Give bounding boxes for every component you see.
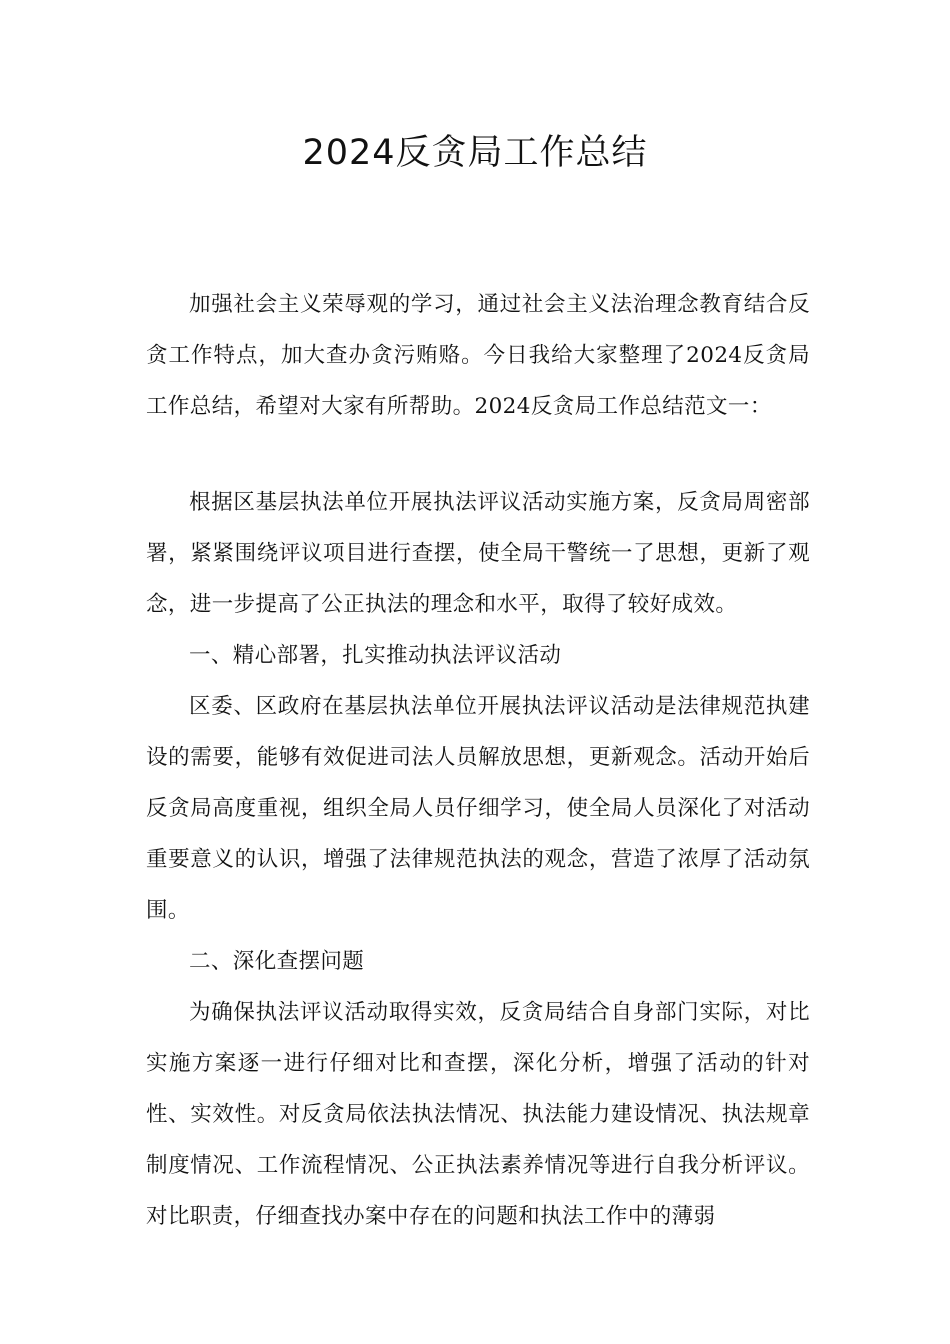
main-section: [146, 477, 810, 1242]
body-paragraph: 区委、区政府在基层执法单位开展执法评议活动是法律规范执建设的需要，能够有效促进司法人员解放思想，更新观念。活动开始后反贪局高度重视，组织全局人员仔细学习，使全局人员深化了对活动重要意义的认识，增强了法律规范执法的观念，营造了浓厚了活动氛围。: [146, 694, 810, 923]
intro-paragraph: 加强社会主义荣辱观的学习，通过社会主义法治理念教育结合反贪工作特点，加大查办贪污贿赂。今日我给大家整理了2024反贪局工作总结，希望对大家有所帮助。2024反贪局工作总结范文一：: [146, 292, 810, 419]
section-heading-1: 一、精心部署，扎实推动执法评议活动: [189, 643, 562, 668]
body-paragraph: 根据区基层执法单位开展执法评议活动实施方案，反贪局周密部署，紧紧围绕评议项目进行查摆，使全局干警统一了思想，更新了观念，进一步提高了公正执法的理念和水平，取得了较好成效。: [146, 490, 810, 617]
intro-section: [146, 279, 810, 432]
section-heading-2: 二、深化查摆问题: [189, 949, 365, 974]
document-title: 2024反贪局工作总结: [302, 133, 648, 173]
body-paragraph: 为确保执法评议活动取得实效，反贪局结合自身部门实际，对比实施方案逐一进行仔细对比和查摆，深化分析，增强了活动的针对性、实效性。对反贪局依法执法情况、执法能力建设情况、执法规章制度情况、工作流程情况、公正执法素养情况等进行自我分析评议。对比职责，仔细查找办案中存在的问题和执法工作中的薄弱: [146, 1000, 810, 1229]
